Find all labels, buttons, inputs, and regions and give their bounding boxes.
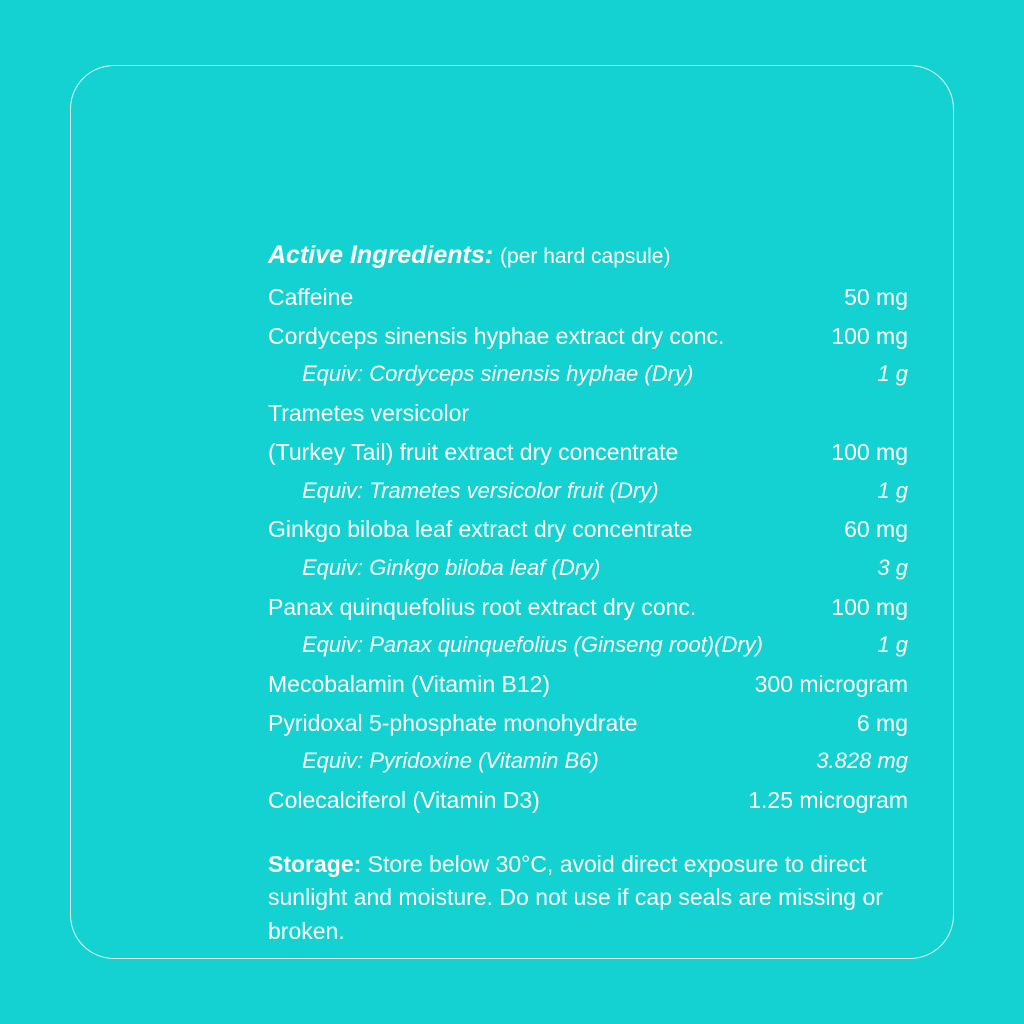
storage-text: Store below 30°C, avoid direct exposure to direct sunlight and moisture. Do not use if cap seals are missing or broken. — [268, 850, 883, 944]
ingredient-equivalent-row — [268, 472, 908, 511]
ingredient-name: Caffeine — [268, 284, 354, 310]
ingredient-name: Equiv: Pyridoxine (Vitamin B6) — [302, 748, 599, 774]
panel-content — [268, 236, 908, 948]
ingredient-amount: 60 mg — [844, 516, 908, 543]
ingredient-row — [268, 510, 908, 549]
ingredient-equivalent-row — [268, 549, 908, 588]
ingredient-name: Mecobalamin (Vitamin B12) — [268, 671, 551, 698]
ingredient-name: Cordyceps sinensis hyphae extract dry conc. — [268, 322, 725, 349]
ingredient-amount: 100 mg — [831, 322, 908, 349]
ingredient-name: Equiv: Cordyceps sinensis hyphae (Dry) — [302, 361, 694, 387]
ingredient-name: Equiv: Panax quinquefolius (Ginseng root)(Dry) — [302, 632, 764, 658]
ingredient-equivalent-row — [268, 742, 908, 781]
ingredient-amount: 100 mg — [831, 438, 908, 465]
heading-subtitle: (per hard capsule) — [500, 245, 671, 268]
ingredient-name: (Turkey Tail) fruit extract dry concentrate — [268, 438, 679, 465]
ingredient-row — [268, 278, 908, 317]
storage-instructions — [268, 848, 888, 949]
ingredient-name: Equiv: Trametes versicolor fruit (Dry) — [302, 477, 659, 503]
ingredient-equivalent-row — [268, 355, 908, 394]
ingredients-panel — [70, 65, 954, 959]
ingredient-amount: 3.828 mg — [816, 748, 908, 774]
ingredient-name: Trametes versicolor — [268, 400, 470, 427]
ingredient-name: Panax quinquefolius root extract dry conc. — [268, 593, 697, 620]
ingredient-amount: 3 g — [877, 554, 908, 580]
ingredient-amount: 300 microgram — [754, 671, 908, 698]
ingredient-name: Equiv: Ginkgo biloba leaf (Dry) — [302, 554, 601, 580]
ingredient-amount: 100 mg — [831, 593, 908, 620]
ingredient-amount: 1 g — [877, 361, 908, 387]
ingredient-name: Pyridoxal 5-phosphate monohydrate — [268, 709, 638, 736]
storage-label: Storage: — [268, 850, 362, 877]
ingredient-amount: 1.25 microgram — [748, 787, 908, 814]
ingredient-row — [268, 704, 908, 743]
ingredient-row — [268, 665, 908, 704]
active-ingredients-heading — [268, 236, 908, 276]
ingredient-amount: 1 g — [877, 477, 908, 503]
ingredient-row — [268, 433, 908, 472]
ingredient-amount: 50 mg — [844, 284, 908, 310]
ingredient-row — [268, 394, 908, 433]
ingredient-row — [268, 781, 908, 820]
ingredient-name: Ginkgo biloba leaf extract dry concentrate — [268, 516, 693, 543]
heading-title: Active Ingredients: — [268, 241, 494, 269]
ingredient-row — [268, 317, 908, 356]
ingredient-amount: 6 mg — [856, 709, 908, 736]
ingredient-amount: 1 g — [877, 632, 908, 658]
ingredient-equivalent-row — [268, 626, 908, 665]
ingredients-list — [268, 278, 908, 820]
ingredient-name: Colecalciferol (Vitamin D3) — [268, 787, 540, 814]
ingredient-row — [268, 588, 908, 627]
